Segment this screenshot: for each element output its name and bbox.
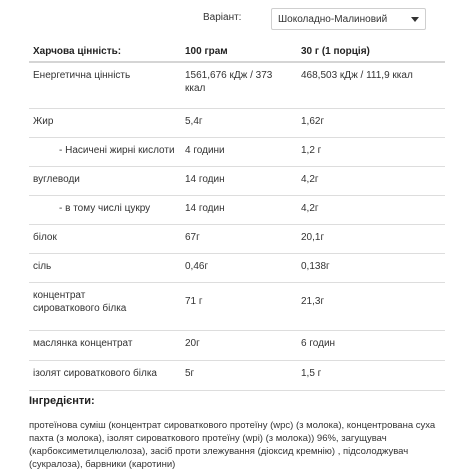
table-row [29,253,445,282]
table-row [29,330,445,360]
nutrient-name: Жир [29,108,181,137]
nutrient-per-serving: 21,3г [297,282,445,330]
nutrient-per-100g: 20г [181,330,297,360]
nutrient-name: маслянка концентрат [29,330,181,360]
nutrient-per-100g: 14 годин [181,166,297,195]
nutrient-per-serving: 20,1г [297,224,445,253]
variant-row [0,8,474,30]
nutrient-name: ізолят сироваткового білка [29,360,181,390]
table-row [29,224,445,253]
nutrient-per-100g: 14 годин [181,195,297,224]
nutrient-per-serving: 468,503 кДж / 111,9 ккал [301,70,413,81]
nutrient-name: - Насичені жирні кислоти [29,137,181,166]
variant-selected-value: Шоколадно-Малиновий [278,13,388,25]
ingredients-title: Інгредієнти: [29,395,95,407]
header-per-serving: 30 г (1 порція) [297,40,445,62]
ingredients-text: протеїнова суміш (концентрат сироваткового протеїну (wpc) (з молока), концентрована суха пахта (з молока), ізолят сироваткового протеїну (wpi) (з молока)) 96%, загущувач (карбоксиметилцелюлоза), засіб проти злежування (діоксид кремнію) , підсолоджувач (сукралоза), барвники (каротини) [29,420,436,470]
table-row [29,62,445,108]
nutrient-name: білок [29,224,181,253]
nutrient-per-100g: 4 години [181,137,297,166]
table-row [29,108,445,137]
header-per-100g: 100 грам [181,40,297,62]
nutrient-name: - в тому числі цукру [29,195,181,224]
nutrient-per-serving: 1,62г [297,108,445,137]
nutrient-per-serving: 4,2г [297,195,445,224]
nutrient-per-100g: 1561,676 кДж / 373 ккал [185,70,273,94]
nutrient-per-serving: 0,138г [297,253,445,282]
nutrient-name: сіль [29,253,181,282]
header-nutrient: Харчова цінність: [29,40,181,62]
table-row [29,282,445,330]
nutrition-table [29,40,445,391]
nutrient-per-serving: 6 годин [297,330,445,360]
nutrient-per-100g: 71 г [181,282,297,330]
chevron-down-icon[interactable] [411,17,419,22]
nutrient-per-100g: 0,46г [181,253,297,282]
nutrient-per-100g: 5,4г [181,108,297,137]
nutrient-per-100g: 5г [181,360,297,390]
table-row [29,195,445,224]
nutrient-name: Енергетична цінність [33,70,131,81]
nutrient-per-serving: 4,2г [297,166,445,195]
table-row [29,137,445,166]
nutrient-per-serving: 1,2 г [297,137,445,166]
table-row [29,166,445,195]
variant-label: Варіант: [203,12,242,23]
nutrient-per-100g: 67г [181,224,297,253]
nutrition-header-row [29,40,445,62]
nutrient-name: вуглеводи [29,166,181,195]
variant-select[interactable] [271,8,426,30]
nutrient-name: концентрат сироваткового білка [29,282,181,330]
table-row [29,360,445,390]
ingredients-section [29,395,449,471]
nutrient-per-serving: 1,5 г [297,360,445,390]
